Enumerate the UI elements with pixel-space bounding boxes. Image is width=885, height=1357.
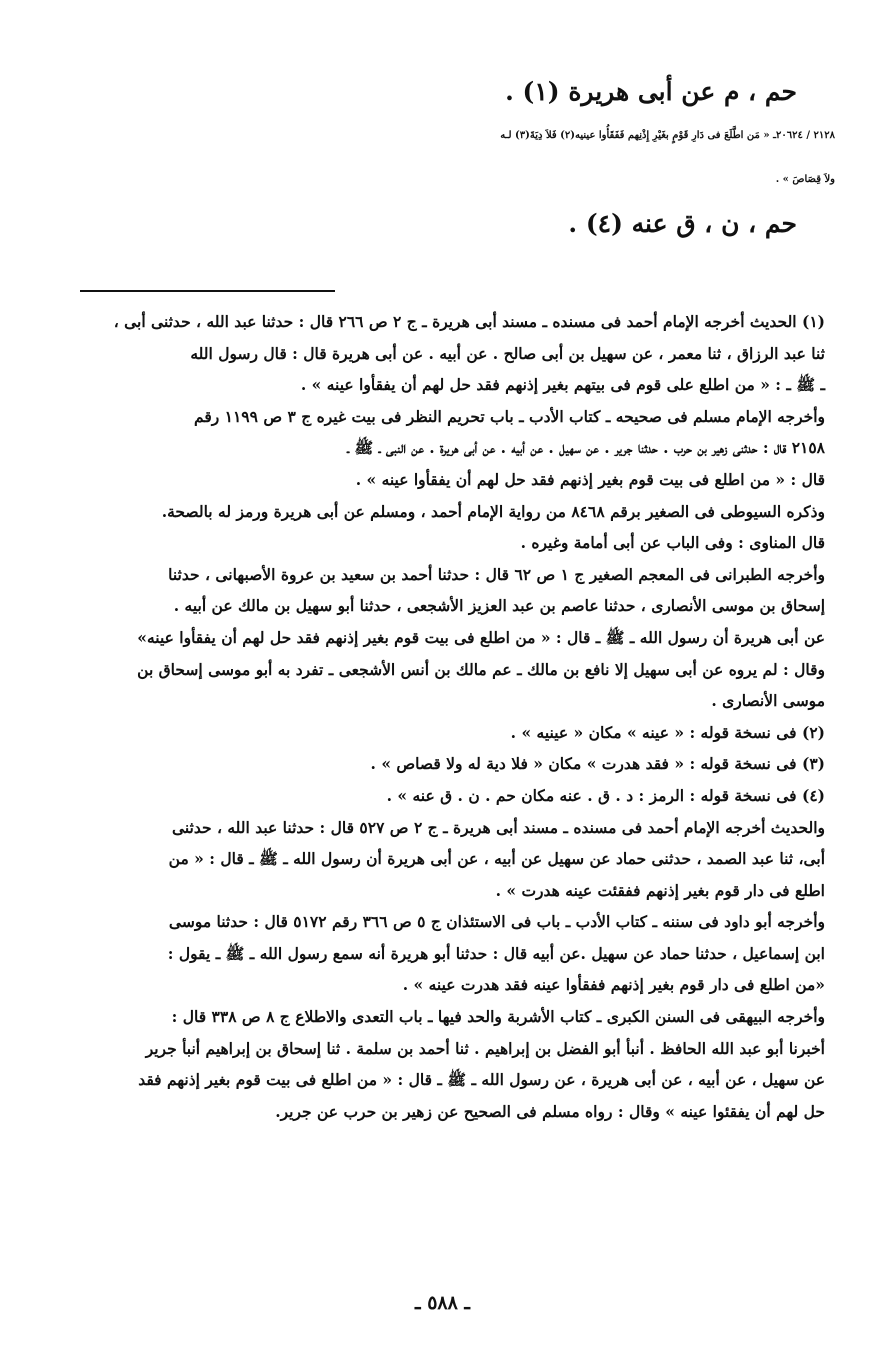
footnote-line: موسى الأنصارى . [711, 691, 825, 711]
footnote-line: أبى، ثنا عبد الصمد ، حدثنى حماد عن سهيل عن أبيه ، عن أبى هريرة أن رسول الله ـ ﷺ ـ قال : « من [168, 849, 825, 869]
hadith-source-line: حم ، م عن أبى هريرة (١) . [505, 77, 797, 106]
footnote-line: أخبرنا أبو عبد الله الحافظ . أنبأ أبو الفضل بن إبراهيم . ثنا أحمد بن سلمة . ثنا إسحاق بن إبراهيم أنبأ جرير [145, 1038, 825, 1058]
hadith-source-line: حم ، ن ، ق عنه (٤) . [568, 209, 797, 238]
footnote-line: ٢١٥٨ قال : حدثنى زهير بن حرب . حدثنا جرير . عن سهيل . عن أبيه . عن أبى هريرة . عن النبى ـ ﷺ ـ [347, 438, 825, 458]
footnote-line: والحديث أخرجه الإمام أحمد فى مسنده ـ مسند أبى هريرة ـ ج ٢ ص ٥٢٧ قال : حدثنا عبد الله ، حدثنى [171, 817, 825, 837]
footnote-line: قال : « من اطلع فى بيت قوم بغير إذنهم فقد حل لهم أن يفقأوا عينه » . [355, 469, 825, 489]
footnote-line: (٤) فى نسخة قوله : الرمز : د . ق . عنه مكان حم . ن . ق عنه » . [386, 785, 825, 805]
footnote-line: عن سهيل ، عن أبيه ، عن أبى هريرة ، عن رسول الله ـ ﷺ ـ قال : « من اطلع فى بيت قوم بغير إذنهم فقد [138, 1070, 825, 1090]
footnote-line: وأخرجه البيهقى فى السنن الكبرى ـ كتاب الأشربة والحد فيها ـ باب التعدى والاطلاع ج ٨ ص ٣٣٨ قال : [171, 1007, 825, 1027]
footnote-line: وأخرجه الطبرانى فى المعجم الصغير ج ١ ص ٦٢ قال : حدثنا أحمد بن سعيد بن عروة الأصبهانى ، حدثنا [168, 564, 825, 584]
hadith-text [52, 70, 835, 246]
footnote-line: حل لهم أن يفقئوا عينه » وقال : رواه مسلم فى الصحيح عن زهير بن حرب عن جرير. [275, 1101, 825, 1121]
footnote-line: اطلع فى دار قوم بغير إذنهم ففقئت عينه هدرت » . [495, 880, 825, 900]
footnote-line: عن أبى هريرة أن رسول الله ـ ﷺ ـ قال : « من اطلع فى بيت قوم بغير إذنهم فقد حل لهم أن يفقأوا عينه» [137, 627, 825, 647]
footnote-line: (٢) فى نسخة قوله : « عينه » مكان « عينيه » . [510, 722, 825, 742]
footnote-line: (٣) فى نسخة قوله : « فقد هدرت » مكان « فلا دية له ولا قصاص » . [370, 754, 825, 774]
footnote-line: وأخرجه أبو داود فى سننه ـ كتاب الأدب ـ باب فى الاستئذان ج ٥ ص ٣٦٦ رقم ٥١٧٢ قال : حدثنا موسى [168, 912, 825, 932]
footnotes [40, 306, 825, 1127]
footnote-line: ـ ﷺ ـ : « من اطلع على قوم فى بيتهم بغير إذنهم فقد حل لهم أن يفقأوا عينه » . [300, 375, 825, 395]
footnote-line: وقال : لم يروه عن أبى سهيل إلا نافع بن مالك ـ عم مالك بن أنس الأشجعى ـ تفرد به أبو موسى إسحاق بن [137, 659, 825, 679]
hadith-text-line: ٢١٢٨ / ٢٠٦٢٤ـ « مَن اطَّلَعَ فى دَارِ قَوْمٍ بغَيْرِ إِذْنِهم فَفَقَأُوا عينيه(٢) فَلاَ دِيَةَ(٣) لـه [500, 130, 835, 141]
footnote-line: وأخرجه الإمام مسلم فى صحيحه ـ كتاب الأدب ـ باب تحريم النظر فى بيت غيره ج ٣ ص ١١٩٩ رقم [194, 406, 825, 426]
page-number: ـ ٥٨٨ ـ [415, 1292, 470, 1314]
footnote-line: ابن إسماعيل ، حدثنا حماد عن سهيل .عن أبيه قال : حدثنا أبو هريرة أنه سمع رسول الله ـ ﷺ ـ يقول : [167, 943, 825, 963]
footnote-divider [80, 290, 335, 292]
hadith-text-line: ولاَ قِصَاصَ » . [775, 174, 835, 185]
footnote-line: ثنا عبد الرزاق ، ثنا معمر ، عن سهيل بن أبى صالح . عن أبيه . عن أبى هريرة قال : قال رسول الله [190, 343, 825, 363]
footnote-line: إسحاق بن موسى الأنصارى ، حدثنا عاصم بن عبد العزيز الأشجعى ، حدثنا أبو سهيل بن مالك عن أبيه . [173, 596, 825, 616]
footnote-line: قال المناوى : وفى الباب عن أبى أمامة وغيره . [520, 533, 825, 553]
footnote-line: (١) الحديث أخرجه الإمام أحمد فى مسنده ـ مسند أبى هريرة ـ ج ٢ ص ٢٦٦ قال : حدثنا عبد الله ، حدثنى أبى ، [113, 312, 825, 331]
footnote-line: وذكره السيوطى فى الصغير برقم ٨٤٦٨ من رواية الإمام أحمد ، ومسلم عن أبى هريرة ورمز له بالصحة. [161, 501, 825, 521]
footnote-line: «من اطلع فى دار قوم بغير إذنهم ففقأوا عينه فقد هدرت عينه » . [402, 975, 825, 995]
